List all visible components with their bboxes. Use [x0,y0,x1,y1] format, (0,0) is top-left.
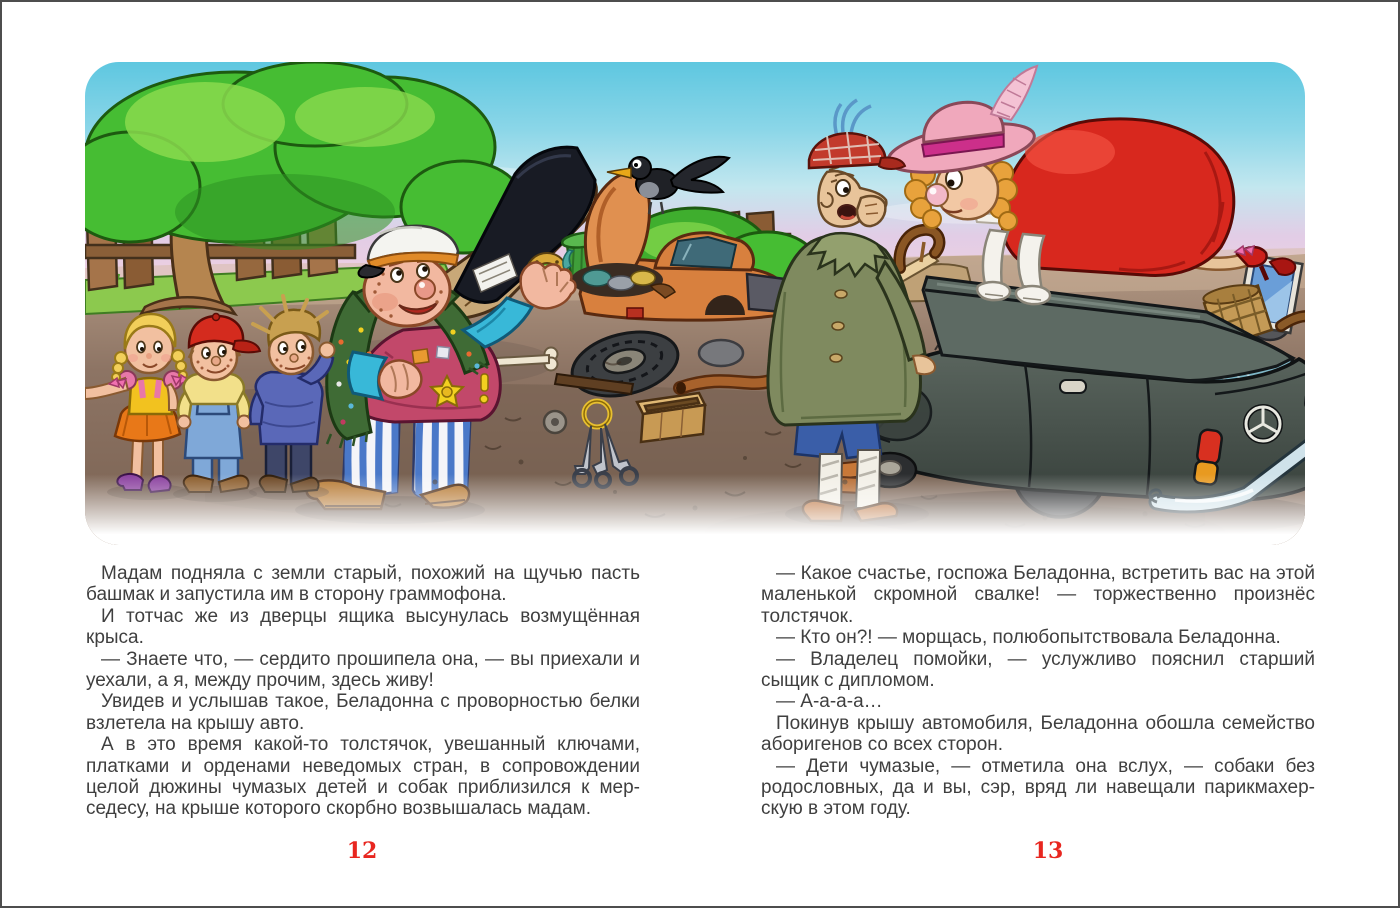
junkyard-scene [85,62,1305,545]
paragraph: — Дети чумазые, — отметила она вслух, — собаки без родословных, да и вы, сэр, вряд ли навещали парикмахерскую в этом году. [761,755,1315,820]
bottom-fade [85,474,1305,545]
paragraph: — Знаете что, — сердито прошипела она, — вы приехали и уехали, а я, между прочим, здесь живу! [86,648,640,692]
paragraph: И тотчас же из дверцы ящика высунулась возмущённая крыса. [86,605,640,649]
page-number-left: 12 [346,838,378,864]
paragraph: Покинув крышу автомобиля, Беладонна обошла семейство аборигенов со всех сторон. [761,712,1315,756]
book-illustration [85,62,1305,545]
paragraph: — Владелец помойки, — услужливо пояснил старший сыщик с дипломом. [761,648,1315,692]
paragraph: — Какое счастье, госпожа Беладонна, встретить вас на этой маленькой скромной свалке! — торжественно произнёс толстячок. [761,563,1315,627]
right-page-text [761,563,1315,820]
left-page-text [86,563,640,820]
paragraph: А в это время какой-то толстячок, увешанный ключами, платками и орденами неведомых стран, в сопровождении целой дюжины чумазых детей и собак приблизился к мерседесу, на крыше которого скорбно возвышалась мадам. [86,734,640,820]
paragraph: — Кто он?! — морщась, полюбопытствовала Беладонна. [776,627,1281,649]
paragraph: — А-а-а-а… [776,691,883,713]
paragraph: Увидев и услышав такое, Беладонна с проворностью белки взлетела на крышу авто. [86,691,640,734]
paragraph: Мадам подняла с земли старый, похожий на щучью пасть башмак и запустила им в сторону граммофона. [86,563,640,606]
washer-hole [551,418,559,426]
crate [637,393,705,442]
half-buried-wheel [699,340,743,366]
page-number-right: 13 [1032,838,1064,864]
